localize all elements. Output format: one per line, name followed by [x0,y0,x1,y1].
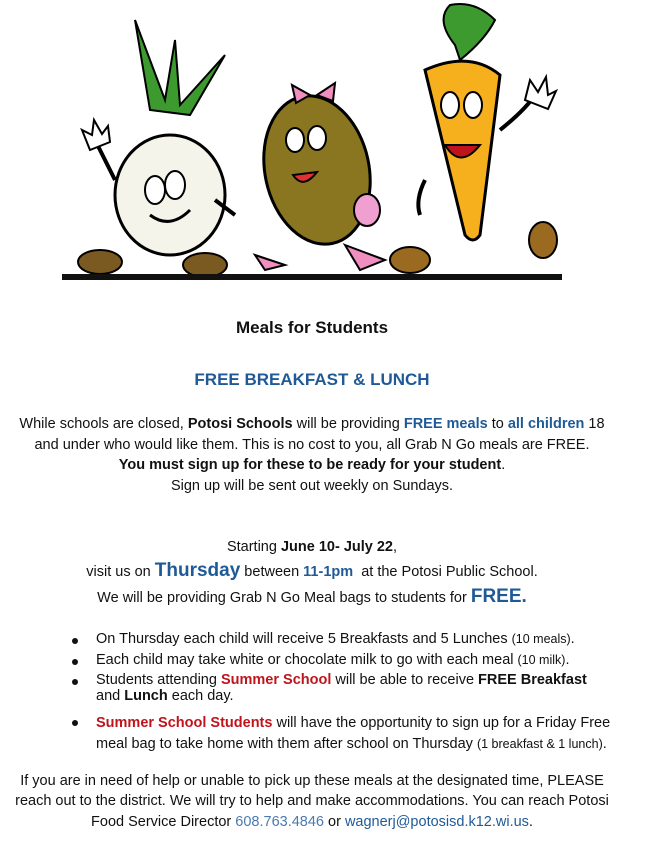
onion-character [78,20,235,277]
potato-character [251,83,385,270]
subtitle: FREE BREAKFAST & LUNCH [194,370,430,389]
ground-line [62,274,562,280]
phone-number[interactable]: 608.763.4846 [235,814,324,830]
bullet-icon [72,659,78,665]
bullet-icon [72,679,78,685]
vegetables-clipart [55,0,570,290]
flyer: Meals for Students FREE BREAKFAST & LUNCH While schools are closed, Potosi Schools will be providing FREE meals to all children 18 and under who would like them. This is no cost to you, all Grab N Go meals are FREE. You must sign up for these to be ready for your student. Sign up will be sent out weekly on Sundays. Starting June 10- July 22, visit us on Thursday between 11-1pm at the Potosi Public School. We will be providing Grab N Go Meal bags to students for FREE. On Thursday each child will receive 5 Breakfasts and 5 Lunches (10 meals). Each child may take white or chocolate milk to go with each meal (10 milk). Students attending Summer School will be able to receive FREE Breakfast and Lunch each day. Summer School Students will have the opportunity to sign up for a Friday Free meal bag to take home with them after school on Thursday (1 breakfast & 1 lunch). If you are in need of help or unable to pick up these meals at the designated time, PLEASE reach out to the district. We will try to help and make accommodations. You can reach Potosi Food Service Director 608.763.4846 or wagnerj@potosisd.k12.wi.us. [0,0,663,849]
bullet-icon [72,720,78,726]
email-link[interactable]: wagnerj@potosisd.k12.wi.us [344,814,529,830]
bullet-icon [72,638,78,644]
carrot-character [390,4,557,273]
page-title: Meals for Students [235,318,389,337]
